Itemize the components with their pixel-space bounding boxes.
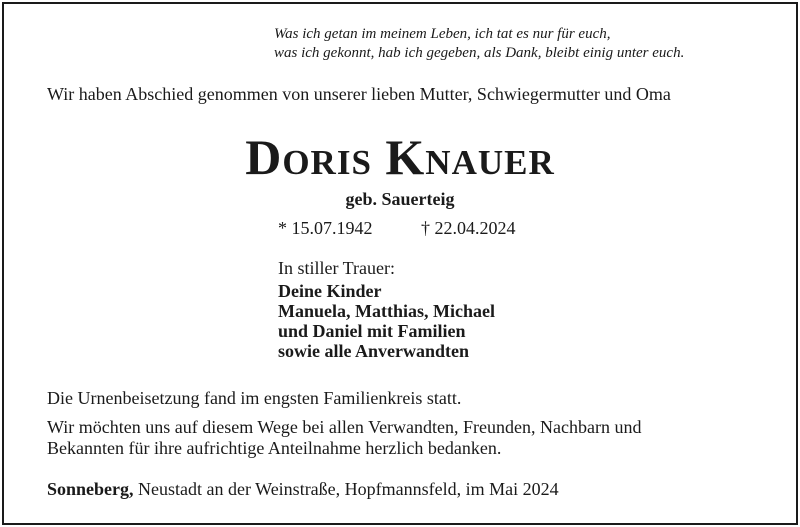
thanks-line-1: Wir möchten uns auf diesem Wege bei allen Verwandten, Freunden, Nachbarn und (47, 417, 642, 437)
footer-rest: Neustadt an der Weinstraße, Hopfmannsfeld, im Mai 2024 (138, 479, 559, 499)
death-date: † 22.04.2024 (421, 218, 516, 238)
mourners-heading: In stiller Trauer: (278, 258, 395, 278)
deceased-name: Doris Knauer (245, 129, 555, 185)
intro-text: Wir haben Abschied genommen von unserer lieben Mutter, Schwiegermutter und Oma (47, 84, 671, 104)
burial-note: Die Urnenbeisetzung fand im engsten Familienkreis statt. (47, 388, 462, 408)
mourner-line: sowie alle Anverwandten (278, 341, 469, 361)
mourner-line: Deine Kinder (278, 281, 382, 301)
thanks-line-2: Bekannten für ihre aufrichtige Anteilnahme herzlich bedanken. (47, 438, 502, 458)
footer-location (47, 478, 559, 500)
mourner-line: und Daniel mit Familien (278, 321, 466, 341)
birth-date: * 15.07.1942 (278, 218, 373, 238)
maiden-name: geb. Sauerteig (345, 189, 455, 209)
mourner-line: Manuela, Matthias, Michael (278, 301, 495, 321)
motto-line-1: Was ich getan im meinem Leben, ich tat es nur für euch, (274, 26, 611, 42)
footer-place: Sonneberg, (47, 479, 134, 499)
motto-line-2: was ich gekonnt, hab ich gegeben, als Dank, bleibt einig unter euch. (274, 45, 685, 61)
